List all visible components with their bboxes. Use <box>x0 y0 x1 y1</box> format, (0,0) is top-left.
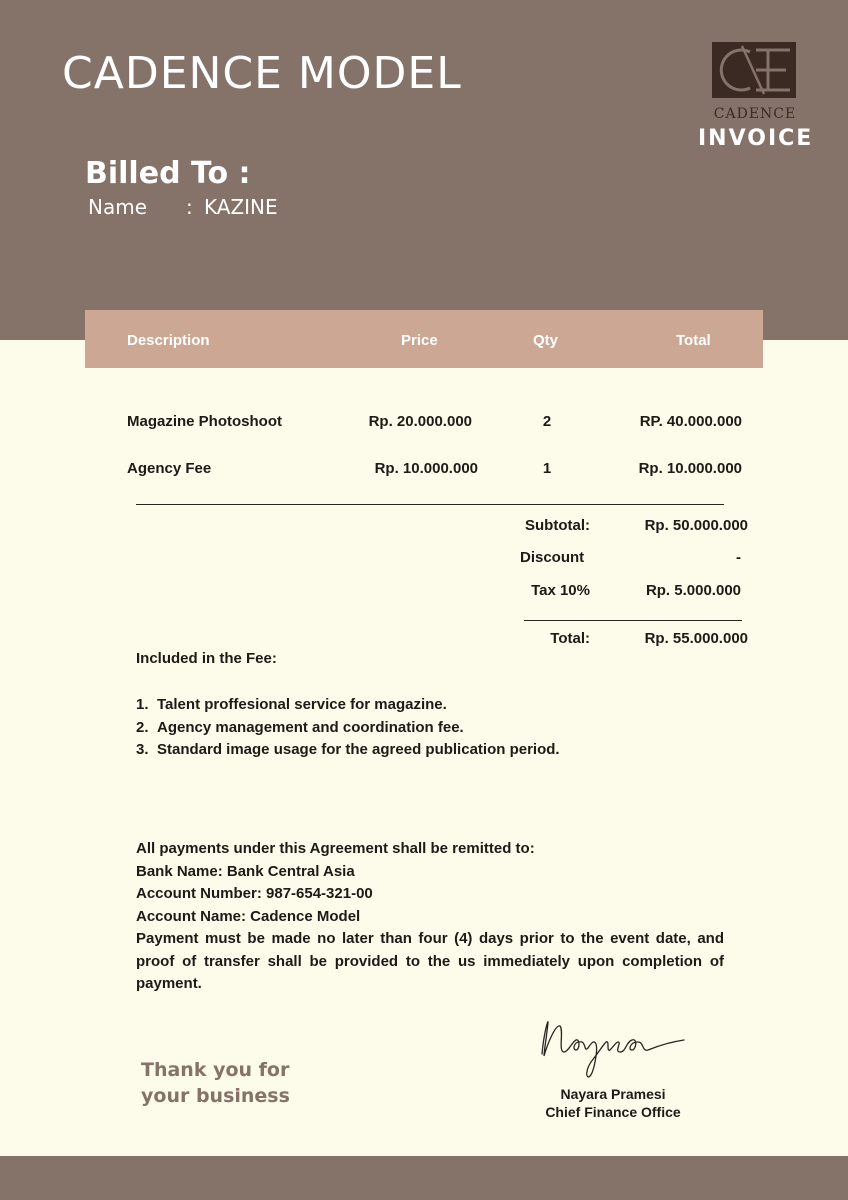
thank-you-note: Thank you for your business <box>141 1059 290 1107</box>
row-1-qty: 2 <box>542 413 552 430</box>
name-colon: : <box>186 195 193 219</box>
name-value: KAZINE <box>204 195 278 219</box>
row-2-price: Rp. 10.000.000 <box>374 460 478 477</box>
footer-band <box>0 1156 848 1200</box>
table-header <box>85 310 763 368</box>
discount-label: Discount <box>520 549 585 566</box>
included-title: Included in the Fee: <box>136 650 277 667</box>
summary-divider <box>524 620 742 621</box>
included-list <box>136 694 560 762</box>
header-total: Total <box>676 332 711 349</box>
tax-value: Rp. 5.000.000 <box>645 582 741 599</box>
row-1-price: Rp. 20.000.000 <box>368 413 472 430</box>
subtotal-value: Rp. 50.000.000 <box>644 517 748 534</box>
company-name: CADENCE MODEL <box>62 48 462 99</box>
signature-image <box>534 1012 694 1088</box>
billed-to-name <box>88 195 278 219</box>
row-1-description: Magazine Photoshoot <box>127 413 282 430</box>
payment-terms: Payment must be made no later than four (4) days prior to the event date, and proof of transfer shall be provided to the us immediately upon completion of payment. <box>136 930 724 992</box>
header-qty: Qty <box>533 332 559 349</box>
row-1-total: RP. 40.000.000 <box>639 413 742 430</box>
row-2-total: Rp. 10.000.000 <box>638 460 742 477</box>
company-logo <box>704 40 806 124</box>
list-item: 2. Agency management and coordination fee. <box>136 718 464 736</box>
row-2-description: Agency Fee <box>127 460 212 477</box>
tax-label: Tax 10% <box>531 582 590 599</box>
total-value: Rp. 55.000.000 <box>644 630 748 647</box>
payment-bank: Bank Name: Bank Central Asia <box>136 862 355 880</box>
payment-account-name: Account Name: Cadence Model <box>136 907 361 925</box>
row-2-qty: 1 <box>542 460 552 477</box>
payment-account-number: Account Number: 987-654-321-00 <box>136 885 373 902</box>
logo-wordmark: CADENCE <box>713 106 797 122</box>
list-item: 1. Talent proffesional service for magazine. <box>136 696 447 713</box>
subtotal-label: Subtotal: <box>525 517 590 534</box>
discount-value: - <box>736 549 741 566</box>
header-description: Description <box>127 332 210 349</box>
name-label: Name <box>88 195 148 219</box>
payment-details <box>136 838 724 996</box>
signer-title: Chief Finance Office <box>545 1104 681 1120</box>
billed-to-title: Billed To : <box>85 156 251 191</box>
total-label: Total: <box>550 630 590 647</box>
signer-name: Nayara Pramesi <box>560 1086 666 1102</box>
list-item: 3. Standard image usage for the agreed publication period. <box>136 741 560 758</box>
header-price: Price <box>401 332 438 349</box>
document-type-label: INVOICE <box>698 126 814 151</box>
table-divider <box>136 504 724 505</box>
logo-mark-icon <box>704 40 806 102</box>
payment-intro: All payments under this Agreement shall be remitted to: <box>136 840 535 857</box>
